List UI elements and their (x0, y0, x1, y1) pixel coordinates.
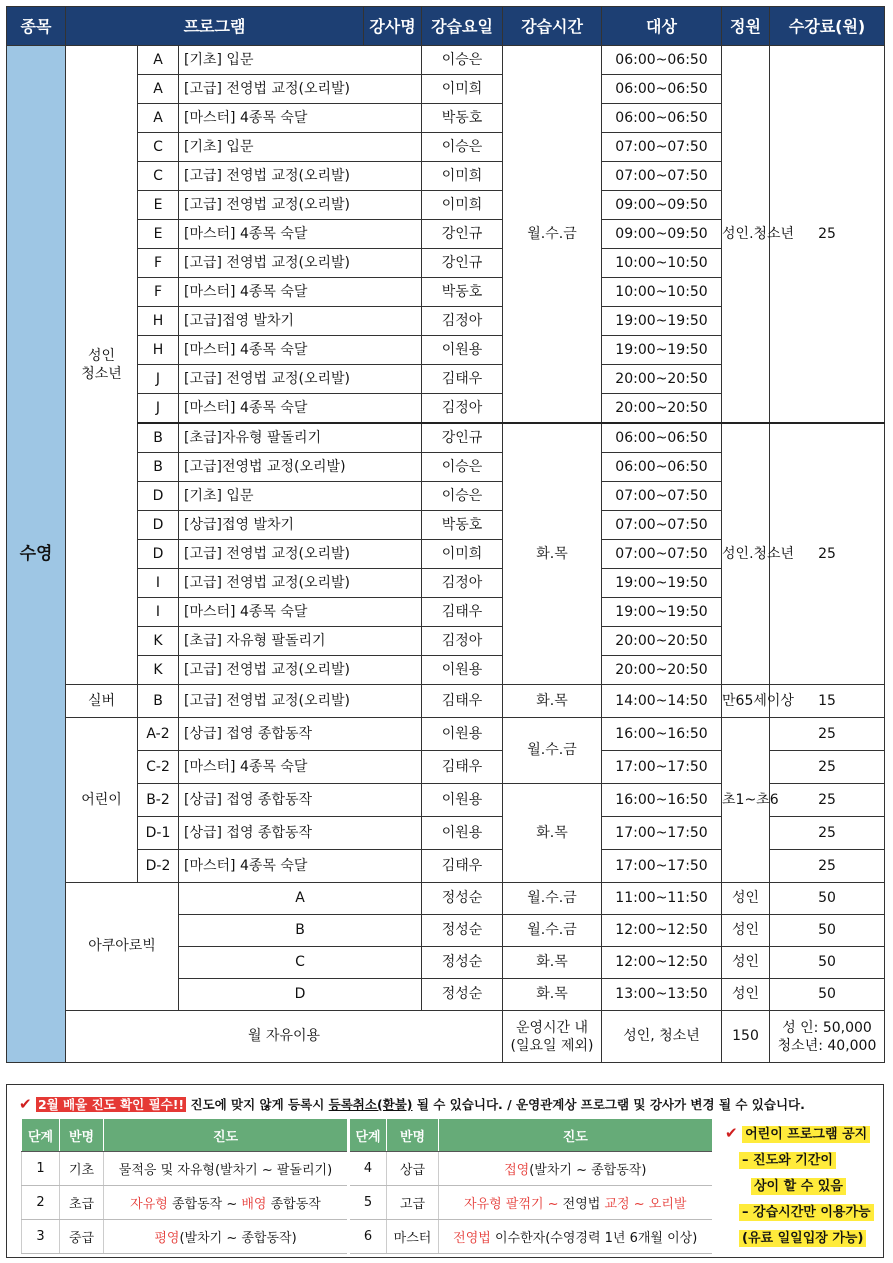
class-code: D (138, 511, 179, 540)
class-code: K (138, 656, 179, 685)
class-code: A (179, 883, 422, 915)
program-name: [고급] 전영법 교정(오리발) (179, 162, 422, 191)
level-header-progress-2: 진도 (439, 1119, 712, 1152)
time: 19:00~19:50 (602, 598, 722, 627)
notice-text-1: 진도에 맞지 않게 등록시 (186, 1097, 329, 1112)
level-row (22, 1186, 712, 1220)
level-class: 상급 (387, 1152, 439, 1186)
free-use-label: 월 자유이용 (66, 1011, 503, 1063)
capacity: 150 (722, 1011, 770, 1063)
time: 13:00~13:50 (602, 979, 722, 1011)
header-days: 강습요일 (422, 7, 503, 46)
time: 19:00~19:50 (602, 569, 722, 598)
program-name: [고급] 전영법 교정(오리발) (179, 685, 422, 718)
header-instructor: 강사명 (364, 7, 422, 46)
header-program: 프로그램 (66, 7, 364, 46)
instructor: 김태우 (422, 751, 503, 784)
program-name: [마스터] 4종목 숙달 (179, 598, 422, 627)
time: 20:00~20:50 (602, 656, 722, 685)
program-name: [마스터] 4종목 숙달 (179, 220, 422, 249)
time: 11:00~11:50 (602, 883, 722, 915)
program-name: [고급]접영 발차기 (179, 307, 422, 336)
instructor: 이원용 (422, 718, 503, 751)
time: 07:00~07:50 (602, 511, 722, 540)
time: 07:00~07:50 (602, 162, 722, 191)
instructor: 김정아 (422, 569, 503, 598)
capacity: 50 (770, 947, 885, 979)
level-step: 1 (22, 1152, 60, 1186)
instructor: 이원용 (422, 817, 503, 850)
time: 09:00~09:50 (602, 191, 722, 220)
time: 10:00~10:50 (602, 278, 722, 307)
time: 19:00~19:50 (602, 307, 722, 336)
program-name: [상급] 접영 종합동작 (179, 817, 422, 850)
program-name: [고급] 전영법 교정(오리발) (179, 75, 422, 104)
instructor: 박동호 (422, 104, 503, 133)
instructor: 이미희 (422, 75, 503, 104)
days: 월.수.금 (503, 915, 602, 947)
capacity: 25 (770, 46, 885, 424)
class-code: D-2 (138, 850, 179, 883)
time: 07:00~07:50 (602, 482, 722, 511)
class-code: K (138, 627, 179, 656)
level-header-progress: 진도 (104, 1119, 349, 1152)
program-name: [상급]접영 발차기 (179, 511, 422, 540)
time: 06:00~06:50 (602, 46, 722, 75)
days: 월.수.금 (503, 46, 602, 424)
sport-cell: 수영 (7, 46, 66, 1063)
target: 성인 (722, 915, 770, 947)
table-row (7, 46, 885, 75)
instructor: 김태우 (422, 685, 503, 718)
instructor: 정성순 (422, 883, 503, 915)
time: 12:00~12:50 (602, 947, 722, 979)
kids-notice-line-1: – 진도와 기간이 (739, 1152, 836, 1169)
days: 화.목 (503, 423, 602, 685)
time: 06:00~06:50 (602, 423, 722, 453)
instructor: 이미희 (422, 162, 503, 191)
instructor: 정성순 (422, 915, 503, 947)
instructor: 김정아 (422, 627, 503, 656)
instructor: 김정아 (422, 394, 503, 424)
class-code: E (138, 220, 179, 249)
instructor: 이원용 (422, 336, 503, 365)
target: 성인.청소년 (722, 46, 770, 424)
level-progress: 접영(발차기 ~ 종합동작) (439, 1152, 712, 1186)
time: 20:00~20:50 (602, 394, 722, 424)
level-class: 고급 (387, 1186, 439, 1220)
table-row (7, 718, 885, 751)
class-code: F (138, 249, 179, 278)
level-row (22, 1220, 712, 1254)
class-code: I (138, 569, 179, 598)
instructor: 강인규 (422, 249, 503, 278)
days: 화.목 (503, 947, 602, 979)
program-name: [마스터] 4종목 숙달 (179, 751, 422, 784)
header-sport: 종목 (7, 7, 66, 46)
time: 17:00~17:50 (602, 817, 722, 850)
class-code: D-1 (138, 817, 179, 850)
class-code: A (138, 46, 179, 75)
program-name: [마스터] 4종목 숙달 (179, 336, 422, 365)
table-row (7, 883, 885, 915)
instructor: 김태우 (422, 850, 503, 883)
days: 화.목 (503, 979, 602, 1011)
notice-text-2: 될 수 있습니다. / 운영관계상 프로그램 및 강사가 변경 될 수 있습니다. (412, 1097, 805, 1112)
program-name: [상급] 접영 종합동작 (179, 784, 422, 817)
level-step: 6 (349, 1220, 387, 1254)
instructor: 이승은 (422, 46, 503, 75)
target: 초1~초6 (722, 718, 770, 883)
level-header-class-2: 반명 (387, 1119, 439, 1152)
time: 운영시간 내 (일요일 제외) (503, 1011, 602, 1063)
class-code: B (179, 915, 422, 947)
program-name: [마스터] 4종목 숙달 (179, 850, 422, 883)
class-code: D (138, 482, 179, 511)
capacity: 50 (770, 915, 885, 947)
capacity: 50 (770, 979, 885, 1011)
header-time: 강습시간 (503, 7, 602, 46)
level-class: 초급 (60, 1186, 104, 1220)
program-name: [고급]전영법 교정(오리발) (179, 453, 422, 482)
time: 16:00~16:50 (602, 718, 722, 751)
level-class: 기초 (60, 1152, 104, 1186)
schedule-table (6, 6, 885, 1063)
target: 성인 (722, 947, 770, 979)
time: 17:00~17:50 (602, 850, 722, 883)
check-icon: ✔ (725, 1124, 738, 1142)
level-step: 4 (349, 1152, 387, 1186)
class-code: D (179, 979, 422, 1011)
header-row (7, 7, 885, 46)
kids-notice-title: 어린이 프로그램 공지 (742, 1126, 870, 1143)
class-code: J (138, 365, 179, 394)
class-code: B-2 (138, 784, 179, 817)
capacity: 25 (770, 423, 885, 685)
class-code: A (138, 104, 179, 133)
level-class: 중급 (60, 1220, 104, 1254)
level-progress: 자유형 종합동작 ~ 배영 종합동작 (104, 1186, 349, 1220)
program-name: [고급] 전영법 교정(오리발) (179, 540, 422, 569)
class-code: A-2 (138, 718, 179, 751)
program-name: [기초] 입문 (179, 482, 422, 511)
capacity: 50 (770, 883, 885, 915)
program-name: [고급] 전영법 교정(오리발) (179, 656, 422, 685)
days: 월.수.금 (503, 718, 602, 784)
class-code: C (138, 162, 179, 191)
class-code: C-2 (138, 751, 179, 784)
time: 07:00~07:50 (602, 133, 722, 162)
program-name: [초급] 자유형 팔돌리기 (179, 627, 422, 656)
check-icon: ✔ (19, 1095, 32, 1113)
notice-underline: 등록취소(환불) (328, 1097, 413, 1112)
notice-box (6, 1084, 884, 1258)
capacity: 25 (770, 784, 885, 817)
fee: 성 인: 50,000 청소년: 40,000 (770, 1011, 885, 1063)
group-adult-label: 성인 청소년 (66, 46, 138, 685)
time: 06:00~06:50 (602, 75, 722, 104)
class-code: B (138, 453, 179, 482)
class-code: J (138, 394, 179, 424)
instructor: 이미희 (422, 540, 503, 569)
group-aqua-label: 아쿠아로빅 (66, 883, 179, 1011)
days: 화.목 (503, 685, 602, 718)
level-progress: 전영법 이수한자(수영경력 1년 6개월 이상) (439, 1220, 712, 1254)
program-name: [고급] 전영법 교정(오리발) (179, 191, 422, 220)
target: 성인 (722, 883, 770, 915)
kids-notice (725, 1123, 881, 1246)
target: 성인.청소년 (722, 423, 770, 685)
notice-highlight: 2월 배울 진도 확인 필수!! (37, 1097, 185, 1112)
time: 14:00~14:50 (602, 685, 722, 718)
time: 20:00~20:50 (602, 365, 722, 394)
program-name: [마스터] 4종목 숙달 (179, 394, 422, 424)
notice-line (19, 1095, 805, 1113)
target: 성인, 청소년 (602, 1011, 722, 1063)
level-header-step-2: 단계 (349, 1119, 387, 1152)
level-class: 마스터 (387, 1220, 439, 1254)
instructor: 이승은 (422, 453, 503, 482)
class-code: D (138, 540, 179, 569)
program-name: [고급] 전영법 교정(오리발) (179, 365, 422, 394)
class-code: H (138, 336, 179, 365)
program-name: [기초] 입문 (179, 46, 422, 75)
program-name: [마스터] 4종목 숙달 (179, 278, 422, 307)
instructor: 박동호 (422, 511, 503, 540)
instructor: 강인규 (422, 220, 503, 249)
time: 20:00~20:50 (602, 627, 722, 656)
time: 19:00~19:50 (602, 336, 722, 365)
capacity: 25 (770, 817, 885, 850)
group-silver-label: 실버 (66, 685, 138, 718)
program-name: [고급] 전영법 교정(오리발) (179, 569, 422, 598)
instructor: 강인규 (422, 423, 503, 453)
level-step: 5 (349, 1186, 387, 1220)
time: 12:00~12:50 (602, 915, 722, 947)
instructor: 김태우 (422, 598, 503, 627)
time: 09:00~09:50 (602, 220, 722, 249)
class-code: B (138, 685, 179, 718)
target: 성인 (722, 979, 770, 1011)
program-name: [상급] 접영 종합동작 (179, 718, 422, 751)
header-target: 대상 (602, 7, 722, 46)
instructor: 김정아 (422, 307, 503, 336)
program-name: [고급] 전영법 교정(오리발) (179, 249, 422, 278)
capacity: 25 (770, 850, 885, 883)
table-row (7, 423, 885, 453)
program-name: [초급]자유형 팔돌리기 (179, 423, 422, 453)
days: 월.수.금 (503, 883, 602, 915)
time: 06:00~06:50 (602, 453, 722, 482)
header-fee: 수강료(원) (770, 7, 885, 46)
instructor: 정성순 (422, 979, 503, 1011)
capacity: 25 (770, 718, 885, 751)
table-row (7, 1011, 885, 1063)
capacity: 15 (770, 685, 885, 718)
level-step: 3 (22, 1220, 60, 1254)
class-code: B (138, 423, 179, 453)
level-header-step: 단계 (22, 1119, 60, 1152)
time: 16:00~16:50 (602, 784, 722, 817)
level-progress: 물적응 및 자유형(발차기 ~ 팔돌리기) (104, 1152, 349, 1186)
instructor: 김태우 (422, 365, 503, 394)
instructor: 박동호 (422, 278, 503, 307)
level-progress: 평영(발차기 ~ 종합동작) (104, 1220, 349, 1254)
table-row (7, 685, 885, 718)
level-table (21, 1119, 712, 1254)
instructor: 이미희 (422, 191, 503, 220)
class-code: A (138, 75, 179, 104)
level-header-class: 반명 (60, 1119, 104, 1152)
target: 만65세이상 (722, 685, 770, 718)
group-kids-label: 어린이 (66, 718, 138, 883)
program-name: [기초] 입문 (179, 133, 422, 162)
class-code: E (138, 191, 179, 220)
level-header-row (22, 1119, 712, 1152)
instructor: 이승은 (422, 482, 503, 511)
instructor: 정성순 (422, 947, 503, 979)
program-name: [마스터] 4종목 숙달 (179, 104, 422, 133)
kids-notice-line-3: – 강습시간만 이용가능 (739, 1204, 874, 1221)
class-code: C (138, 133, 179, 162)
time: 10:00~10:50 (602, 249, 722, 278)
kids-notice-line-2: 상이 할 수 있음 (751, 1178, 846, 1195)
time: 07:00~07:50 (602, 540, 722, 569)
instructor: 이원용 (422, 784, 503, 817)
days: 화.목 (503, 784, 602, 883)
class-code: H (138, 307, 179, 336)
instructor: 이승은 (422, 133, 503, 162)
capacity: 25 (770, 751, 885, 784)
time: 17:00~17:50 (602, 751, 722, 784)
time: 06:00~06:50 (602, 104, 722, 133)
kids-notice-line-4: (유료 일일입장 가능) (739, 1230, 866, 1247)
level-step: 2 (22, 1186, 60, 1220)
level-progress: 자유형 팔꺾기 ~ 전영법 교정 ~ 오리발 (439, 1186, 712, 1220)
class-code: C (179, 947, 422, 979)
instructor: 이원용 (422, 656, 503, 685)
class-code: I (138, 598, 179, 627)
class-code: F (138, 278, 179, 307)
level-row (22, 1152, 712, 1186)
header-capacity: 정원 (722, 7, 770, 46)
